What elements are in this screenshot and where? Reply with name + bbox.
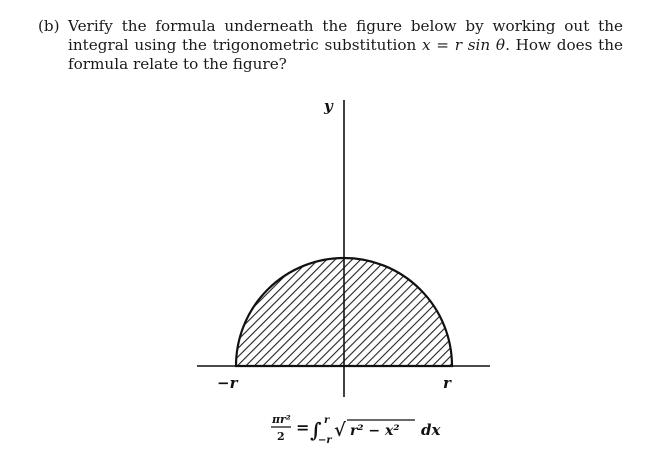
formula-equals: = (296, 418, 310, 437)
radical-sign: √ (334, 420, 346, 441)
pos-r-label: r (443, 374, 451, 392)
integral-lower-limit: −r (318, 435, 332, 446)
formula-denominator: 2 (277, 430, 285, 443)
problem-text-part1: Verify the formula underneath the figure below by working out the integral using the trigonometric substitution (68, 17, 623, 54)
neg-r-label: −r (217, 374, 238, 392)
integral-upper-limit: r (324, 415, 330, 426)
problem-text-part2: . How does the formula relate to the figure? (68, 36, 623, 73)
differential-dx: dx (421, 421, 441, 439)
substitution-formula: x = r sin θ (422, 36, 506, 54)
area-formula (271, 413, 441, 446)
y-axis-label: y (324, 97, 333, 115)
problem-label: (b) (38, 17, 60, 35)
integral-sign: ∫ (310, 418, 322, 442)
formula-numerator: πr² (272, 413, 291, 426)
integrand: r² − x² (350, 423, 400, 439)
